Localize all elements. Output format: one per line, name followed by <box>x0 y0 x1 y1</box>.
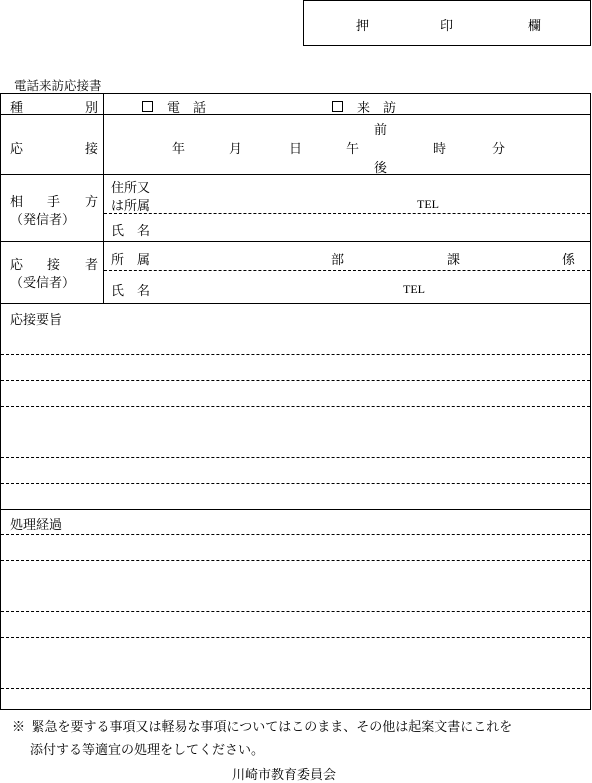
writing-line <box>1 637 590 638</box>
stamp-box <box>303 0 591 46</box>
note-line-2: 添付する等適宜の処理をしてください。 <box>30 743 265 758</box>
note-line-1: 緊急を要する事項又は軽易な事項についてはこのまま、その他は起案文書にこれを <box>31 720 513 735</box>
writing-line <box>1 457 590 458</box>
reception-form <box>0 93 591 710</box>
form-title: 電話来訪応接書 <box>14 78 102 93</box>
minute-unit: 分 <box>492 142 506 157</box>
process-label: 処理経過 <box>10 518 63 533</box>
hour-unit: 時 <box>433 142 447 157</box>
organization-name: 川崎市教育委員会 <box>232 768 337 783</box>
reception-label-2: 接 <box>85 142 99 157</box>
unit-unit: 係 <box>562 253 576 268</box>
type-label-1: 種 <box>10 101 24 116</box>
receiver-name-label: 氏 名 <box>111 284 151 299</box>
phone-checkbox[interactable] <box>142 101 153 112</box>
column-divider <box>103 94 104 303</box>
writing-line <box>1 483 590 484</box>
pm-label: 後 <box>374 161 388 176</box>
writing-line <box>1 380 590 381</box>
address-label-2: は所属 <box>111 199 151 214</box>
stamp-char: 押 <box>356 19 370 34</box>
row-divider <box>1 303 590 304</box>
counterpart-label-1: 相 <box>10 195 24 210</box>
dashed-divider <box>104 213 590 214</box>
year-unit: 年 <box>172 142 186 157</box>
address-label-1: 住所又 <box>111 181 151 196</box>
writing-line <box>1 560 590 561</box>
receiver-sub: （受信者） <box>10 276 76 291</box>
am-label: 前 <box>374 123 388 138</box>
receiver-label-3: 者 <box>85 258 99 273</box>
day-unit: 日 <box>289 142 303 157</box>
visit-option[interactable]: 来 訪 <box>332 97 396 116</box>
writing-line <box>1 688 590 689</box>
writing-line <box>1 406 590 407</box>
row-divider <box>1 241 590 242</box>
note-mark: ※ <box>12 720 26 735</box>
writing-line <box>1 611 590 612</box>
receiver-label-1: 応 <box>10 258 24 273</box>
counterpart-sub: （発信者） <box>10 213 76 228</box>
summary-label: 応接要旨 <box>10 313 63 328</box>
counterpart-tel-label: TEL <box>417 197 439 211</box>
phone-option[interactable]: 電 話 <box>142 97 206 116</box>
writing-line <box>1 354 590 355</box>
type-label-2: 別 <box>85 101 99 116</box>
noon-label: 午 <box>346 142 360 157</box>
section-unit: 課 <box>447 253 461 268</box>
reception-label-1: 応 <box>10 142 24 157</box>
month-unit: 月 <box>229 142 243 157</box>
stamp-char: 印 <box>440 19 454 34</box>
counterpart-label-3: 方 <box>85 195 99 210</box>
counterpart-name-label: 氏 名 <box>111 224 151 239</box>
receiver-label-2: 接 <box>47 258 61 273</box>
footnote <box>12 716 512 762</box>
receiver-tel-label: TEL <box>403 282 425 296</box>
counterpart-label-2: 手 <box>47 195 61 210</box>
affiliation-label: 所 属 <box>111 253 151 268</box>
dept-unit: 部 <box>331 253 345 268</box>
dashed-divider <box>104 270 590 271</box>
stamp-char: 欄 <box>528 19 542 34</box>
row-divider <box>1 174 590 175</box>
writing-line <box>1 534 590 535</box>
row-divider <box>1 509 590 510</box>
visit-checkbox[interactable] <box>332 101 343 112</box>
